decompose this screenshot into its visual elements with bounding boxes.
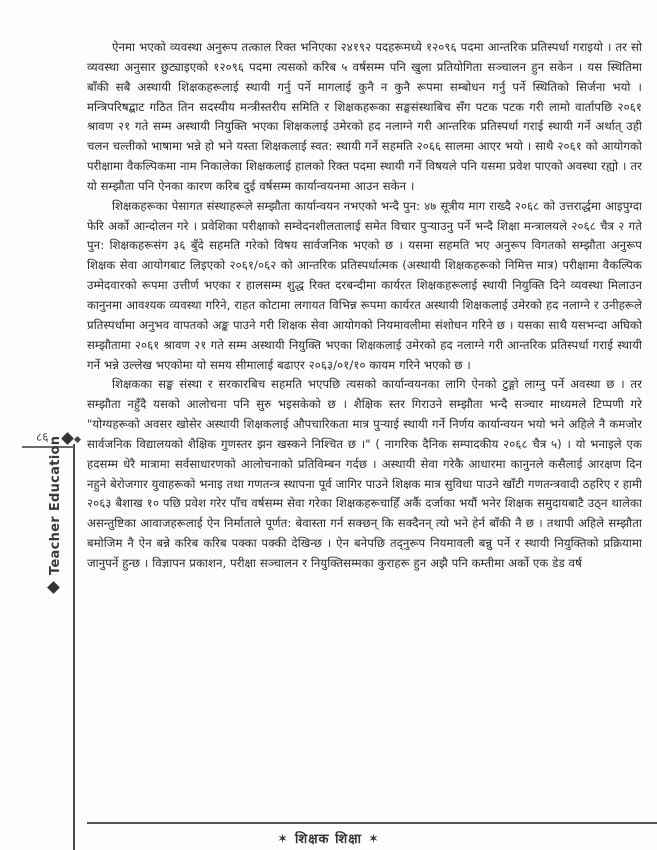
journal-name: Teacher Education — [48, 435, 63, 575]
star-icon: ✶ — [367, 832, 380, 847]
diamond-icon — [61, 432, 74, 445]
paragraph: शिक्षकका सङ्घ संस्था र सरकारबिच सहमति भएपछि त्यसको कार्यान्वयनका लागि ऐनको टुङ्गो लाग्नु पर्ने अवस्था छ । तर सम्झौता नहुँदै यसको आलोचना पनि सुरु भइसकेको छ । शैक्षिक स्तर गिराउने सम्झौता भन्दै सञ्चार माध्यमले टिप्पणी गरे "योग्यहरूको अवसर खोसेर अस्थायी शिक्षकलाई औपचारिकता मात्र पुऱ्याई स्थायी गर्ने निर्णय कार्यान्वयन भयो भने अहिले नै कमजोर सार्वजनिक विद्यालयको शैक्षिक गुणस्तर झन खस्कने निश्चित छ ।" ( नागरिक दैनिक सम्पादकीय २०६८ चैत्र ५) । यो भनाइले एक हदसम्म धेरै मात्रामा सर्वसाधारणको आलोचनाको प्रतिविम्बन गर्दछ । अस्थायी सेवा गरेकै आधारमा कानुनले कसैलाई आरक्षण दिन नहुने बेरोजगार युवाहरूको भनाइ तथा गणतन्त्र स्थापना पूर्व जागिर पाउने शिक्षक मात्र सुविधा पाउने खाँटी गणतन्त्रवादी ठहरिए र हामी २०६३ बैशाख १० पछि प्रवेश गरेर पाँच वर्षसम्म सेवा गरेका शिक्षकहरूचाहिँ अर्कै दर्जाका भयौं भनेर शिक्षक समुदायबाटै उठ्न थालेका असन्तुष्टिका आवाजहरूलाई ऐन निर्माताले पूर्णत: बेवास्ता गर्न सक्छन् कि सक्दैनन् त्यो भने हेर्न बाँकी नै छ । तथापी अहिले सम्झौता बमोजिम नै ऐन बन्ने करिब करिब पक्का पक्की देखिन्छ । ऐन बनेपछि तद्नुरूप नियमावली बन्नु पर्ने र स्थायी नियुक्तिको प्रक्रियामा जानुपर्ने हुन्छ । विज्ञापन प्रकाशन, परीक्षा सञ्चालन र नियुक्तिसम्मका कुराहरू हुन अझै पनि कम्तीमा अर्को एक डेड वर्ष — [87, 377, 642, 570]
paragraph: ऐनमा भएको व्यवस्था अनुरूप तत्काल रिक्त भनिएका २४१९२ पदहरूमध्ये १२०९६ पदमा आन्तरिक प्रतिस्पर्धा गराइयो । तर सो व्यवस्था अनुसार छुट्याइएको १२०९६ पदमा त्यसको करिब ५ वर्षसम्म पनि खुला प्रतियोगिता सञ्चालन हुन सकेन । यस स्थितिमा बाँकी सबै अस्थायी शिक्षकहरूलाई स्थायी गर्नु पर्ने मागलाई कुनै न कुनै रूपमा सम्बोधन गर्नु पर्ने स्थितिको सिर्जना भयो । मन्त्रिपरिषद्बाट गठित तिन सदस्यीय मन्त्रीस्तरीय समिति र शिक्षकहरूका सङ्घसंस्थाबिच सँग पटक पटक गरी लामो वार्तापछि २०६१ श्रावण २१ गते सम्म अस्थायी नियुक्ति भएका शिक्षकलाई उमेरको हद नलाग्ने गरी आन्तरिक प्रतिस्पर्धा गराई स्थायी गर्ने अर्थात् उही चलन चल्तीको भाषामा भन्ने हो भने यस्ता शिक्षकलाई स्वत: स्थायी गर्ने सहमति २०६६ सालमा आएर भयो । साथै २०६१ को आयोगको परीक्षामा वैकल्पिकमा नाम निकालेका शिक्षकलाई हालको रिक्त पदमा स्थायी गर्ने विषयले पनि यसमा प्रवेश पाएको अवस्था रह्यो । तर यो सम्झौता पनि ऐनका कारण करिब दुई वर्षसम्म कार्यान्वयनमा आउन सकेन । — [87, 40, 642, 193]
running-footer — [0, 829, 657, 847]
page-number: ८६ — [36, 430, 49, 444]
margin-vertical-rule — [73, 444, 75, 850]
star-icon: ✶ — [277, 832, 290, 847]
article-body — [87, 38, 642, 574]
footer-rule — [87, 822, 657, 824]
diamond-small-icon — [74, 436, 81, 443]
paragraph: शिक्षकहरूका पेसागत संस्थाहरूले सम्झौता कार्यान्वयन नभएको भन्दै पुन: ४७ सूत्रीय माग राख्दै २०६८ को उत्तरार्द्धमा आइपुग्दा फेरि अर्को आन्दोलन गरे । प्रवेशिका परीक्षाको सम्वेदनशीलतालाई समेत विचार पुऱ्याउनु पर्ने भन्दै शिक्षा मन्त्रालयले २०६८ चैत्र २ गते पुन: शिक्षकहरूसंग ३६ बुँदे सहमति गरेको विषय सार्वजनिक भएको छ । यसमा सहमति भए अनुरूप विगतको सम्झौता अनुरूप शिक्षक सेवा आयोगबाट लिइएको २०६१/०६२ को आन्तरिक प्रतिस्पर्धात्मक (अस्थायी शिक्षकहरूको निमित्त मात्र) परीक्षामा वैकल्पिक उम्मेदवारको रूपमा उत्तीर्ण भएका र हालसम्म शुद्ध रिक्त दरबन्दीमा कार्यरत शिक्षकहरूलाई स्थायी नियुक्ति दिने व्यवस्था मिलाउन कानुनमा आवश्यक व्यवस्था गरिने, राहत कोटामा लगायत विभिन्न रूपमा कार्यरत अस्थायी शिक्षकलाई उमेरको हद नलाग्ने र उनीहरूले प्रतिस्पर्धामा अनुभव वापतको अङ्क पाउने गरी शिक्षक सेवा आयोगको नियमावलीमा संशोधन गरिने छ । यसका साथै यसभन्दा अघिको सम्झौतामा २०६१ श्रावण २१ गते सम्म अस्थायी नियुक्ति भएका शिक्षकलाई उमेरको हद नलाग्ने गरी आन्तरिक प्रतिस्पर्धा गराई स्थायी गर्ने भन्ने उल्लेख भएकोमा यो समय सीमालाई बढाएर २०६३/०१/१० कायम गरिने भएको छ । — [87, 198, 642, 372]
diamond-bullet-icon — [47, 581, 60, 594]
footer-title: शिक्षक शिक्षा — [295, 832, 362, 847]
